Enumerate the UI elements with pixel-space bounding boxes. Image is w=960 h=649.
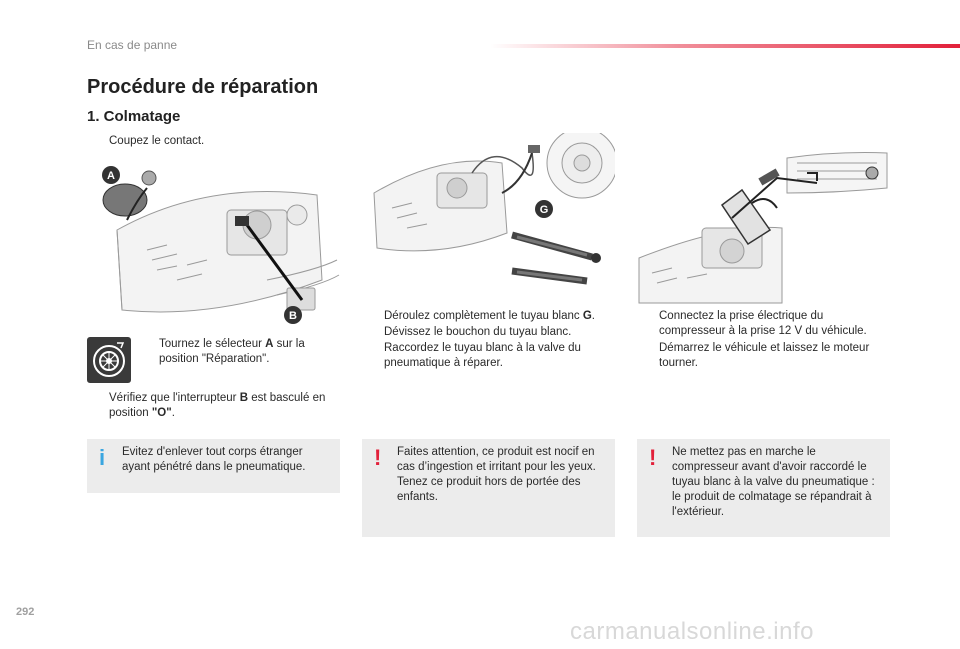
step-start-engine: Démarrez le véhicule et laissez le moteur tourner. <box>659 342 870 369</box>
page-title: Procédure de réparation <box>87 76 319 98</box>
step-connect-valve: Raccordez le tuyau blanc à la valve du pneumatique à réparer. <box>384 342 581 369</box>
label-a: A <box>107 170 115 182</box>
label-b: B <box>289 310 297 322</box>
header-section-title: En cas de panne <box>87 38 178 52</box>
step-check-switch: Vérifiez que l'interrupteur B est basculé en position "O". <box>109 392 326 419</box>
page-number: 292 <box>16 606 35 618</box>
label-g: G <box>539 204 549 216</box>
step-turn-selector: Tournez le sélecteur A sur la position "Réparation". <box>159 338 305 365</box>
figure-compressor-selector <box>87 160 340 328</box>
step-switch-off: Coupez le contact. <box>109 135 205 147</box>
step-unroll-hose: Déroulez complètement le tuyau blanc G. <box>384 310 595 322</box>
selector-repair-icon <box>87 337 131 383</box>
figure-12v-socket <box>637 133 890 305</box>
info-note: i Evitez d'enlever tout corps étranger ayant pénétré dans le pneumatique. <box>87 439 340 493</box>
warning-icon: ! <box>374 445 382 470</box>
warning-note-compressor: ! Ne mettez pas en marche le compresseur avant d'avoir raccordé le tuyau blanc à la valve du pneumatique : le produit de colmatage se répandrait à l'extérieur. <box>637 439 890 537</box>
watermark: carmanualsonline.info <box>570 618 814 645</box>
warning-icon: ! <box>649 445 657 470</box>
step-unscrew-cap: Dévissez le bouchon du tuyau blanc. <box>384 326 572 338</box>
header-accent-bar <box>490 44 960 48</box>
step-connect-socket: Connectez la prise électrique du compresseur à la prise 12 V du véhicule. <box>659 310 867 337</box>
warning-note-harmful: ! Faites attention, ce produit est nocif en cas d’ingestion et irritant pour les yeux. Tenez ce produit hors de portée des enfants. <box>362 439 615 537</box>
figure-hose-unroll <box>362 133 615 305</box>
section-title: 1. Colmatage <box>87 108 181 125</box>
info-icon: i <box>99 445 106 470</box>
